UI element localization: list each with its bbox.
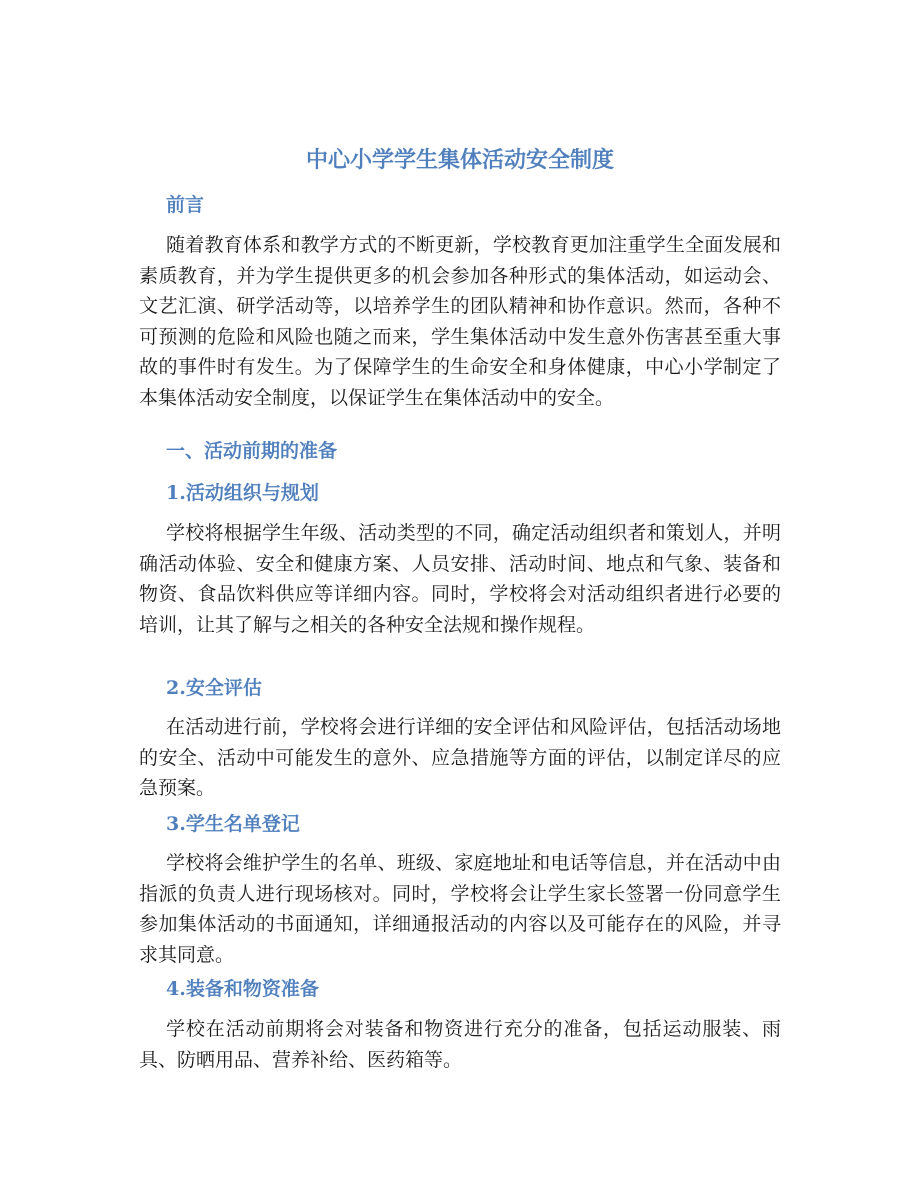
section-1-heading: 一、活动前期的准备 bbox=[166, 440, 338, 462]
subsection-2-paragraph: 在活动进行前，学校将会进行详细的安全评估和风险评估，包括活动场地的安全、活动中可能发生的意外、应急措施等方面的评估，以制定详尽的应急预案。 bbox=[139, 716, 781, 799]
preface-heading: 前言 bbox=[166, 194, 205, 216]
subsection-1-heading: 1.活动组织与规划 bbox=[166, 482, 319, 504]
subsection-3-paragraph: 学校将会维护学生的名单、班级、家庭地址和电话等信息，并在活动中由指派的负责人进行现场核对。同时，学校将会让学生家长签署一份同意学生参加集体活动的书面通知，详细通报活动的内容以及可能存在的风险，并寻求其同意。 bbox=[139, 852, 781, 966]
preface-paragraph: 随着教育体系和教学方式的不断更新，学校教育更加注重学生全面发展和素质教育，并为学生提供更多的机会参加各种形式的集体活动，如运动会、文艺汇演、研学活动等，以培养学生的团队精神和协作意识。然而，各种不可预测的危险和风险也随之而来，学生集体活动中发生意外伤害甚至重大事故的事件时有发生。为了保障学生的生命安全和身体健康，中心小学制定了本集体活动安全制度，以保证学生在集体活动中的安全。 bbox=[139, 234, 781, 409]
subsection-3-heading: 3.学生名单登记 bbox=[166, 813, 300, 835]
subsection-4-paragraph: 学校在活动前期将会对装备和物资进行充分的准备，包括运动服装、雨具、防晒用品、营养补给、医药箱等。 bbox=[139, 1018, 781, 1071]
document-title: 中心小学学生集体活动安全制度 bbox=[305, 147, 614, 173]
subsection-4-heading: 4.装备和物资准备 bbox=[166, 978, 319, 1000]
subsection-2-heading: 2.安全评估 bbox=[166, 677, 262, 699]
subsection-1-paragraph: 学校将根据学生年级、活动类型的不同，确定活动组织者和策划人，并明确活动体验、安全和健康方案、人员安排、活动时间、地点和气象、装备和物资、食品饮料供应等详细内容。同时，学校将会对活动组织者进行必要的培训，让其了解与之相关的各种安全法规和操作规程。 bbox=[139, 522, 781, 636]
